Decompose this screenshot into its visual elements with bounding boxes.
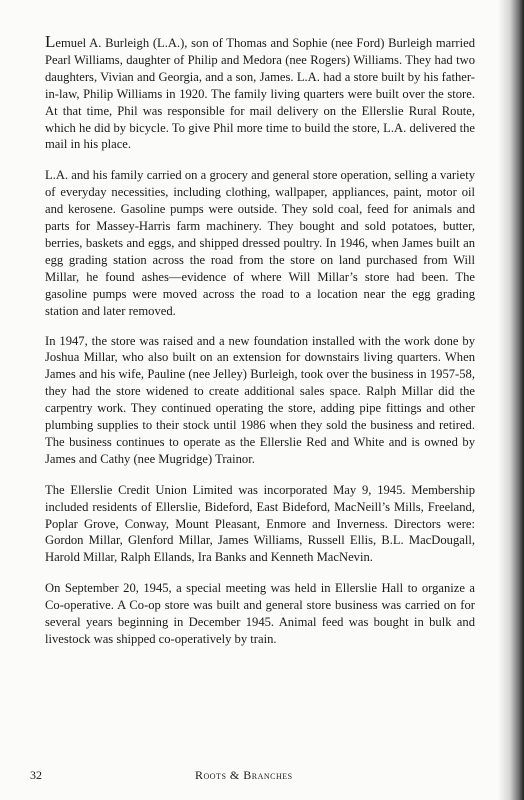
paragraph-credit-union: The Ellerslie Credit Union Limited was incorporated May 9, 1945. Membership included residents of Ellerslie, Bideford, East Bideford, MacNeill’s Mills, Freeland, Poplar Grove, Conway, Mount Pleasant, Enmore and Inverness. Directors were: Gordon Millar, Glenford Millar, James Williams, Russell Ellis, B.L. MacDougall, Harold Millar, Ralph Ellands, Ira Banks and Kenneth MacNevin. [45, 482, 475, 565]
paragraph-store-renovation: In 1947, the store was raised and a new foundation installed with the work done by Joshua Millar, who also built on an extension for downstairs living quarters. When James and his wife, Pauline (nee Jelley) Burleigh, took over the business in 1957-58, they had the store widened to create additional sales space. Ralph Millar did the carpentry work. They continued operating the store, adding pipe fittings and other plumbing supplies to their stock until 1986 when they sold the business and retired. The business continues to operate as the Ellerslie Red and White and is owned by James and Cathy (nee Mugridge) Trainor. [45, 333, 475, 466]
page-number: 32 [30, 768, 42, 782]
spine-shadow [498, 0, 524, 800]
paragraph-general-store: L.A. and his family carried on a grocery and general store operation, selling a variety of everyday necessities, including clothing, wallpaper, appliances, paint, motor oil and kerosene. Gasoline pumps were outside. They sold coal, feed for animals and parts for Massey-Harris farm machinery. They bought and sold potatoes, butter, berries, baskets and eggs, and shipped dressed poultry. In 1946, when James built an egg grading station across the road from the store on land purchased from Will Millar, he found ashes—evidence of where Will Millar’s store had been. The gasoline pumps were moved across the road to a location near the egg grading station and later removed. [45, 168, 475, 318]
paragraph-burleigh-family [45, 34, 475, 153]
paragraph-text: emuel A. Burleigh (L.A.), son of Thomas and Sophie (nee Ford) Burleigh married Pearl Williams, daughter of Philip and Medora (nee Rogers) Williams. They had two daughters, Vivian and Georgia, and a son, James. L.A. had a store built by his father-in-law, Philip Williams in 1920. The family living quarters were built over the store. At that time, Phil was responsible for mail delivery on the Ellerslie Rural Route, which he did by bicycle. To give Phil more time to build the store, L.A. delivered the mail in his place. [45, 36, 475, 152]
running-title: Roots & Branches [195, 768, 293, 782]
paragraph-co-operative: On September 20, 1945, a special meeting was held in Ellerslie Hall to organize a Co-operative. A Co-op store was built and general store business was carried on for several years beginning in December 1945. Animal feed was bought in bulk and livestock was shipped co-operatively by train. [45, 581, 475, 646]
drop-cap: L [45, 32, 56, 51]
text-column [45, 34, 475, 662]
